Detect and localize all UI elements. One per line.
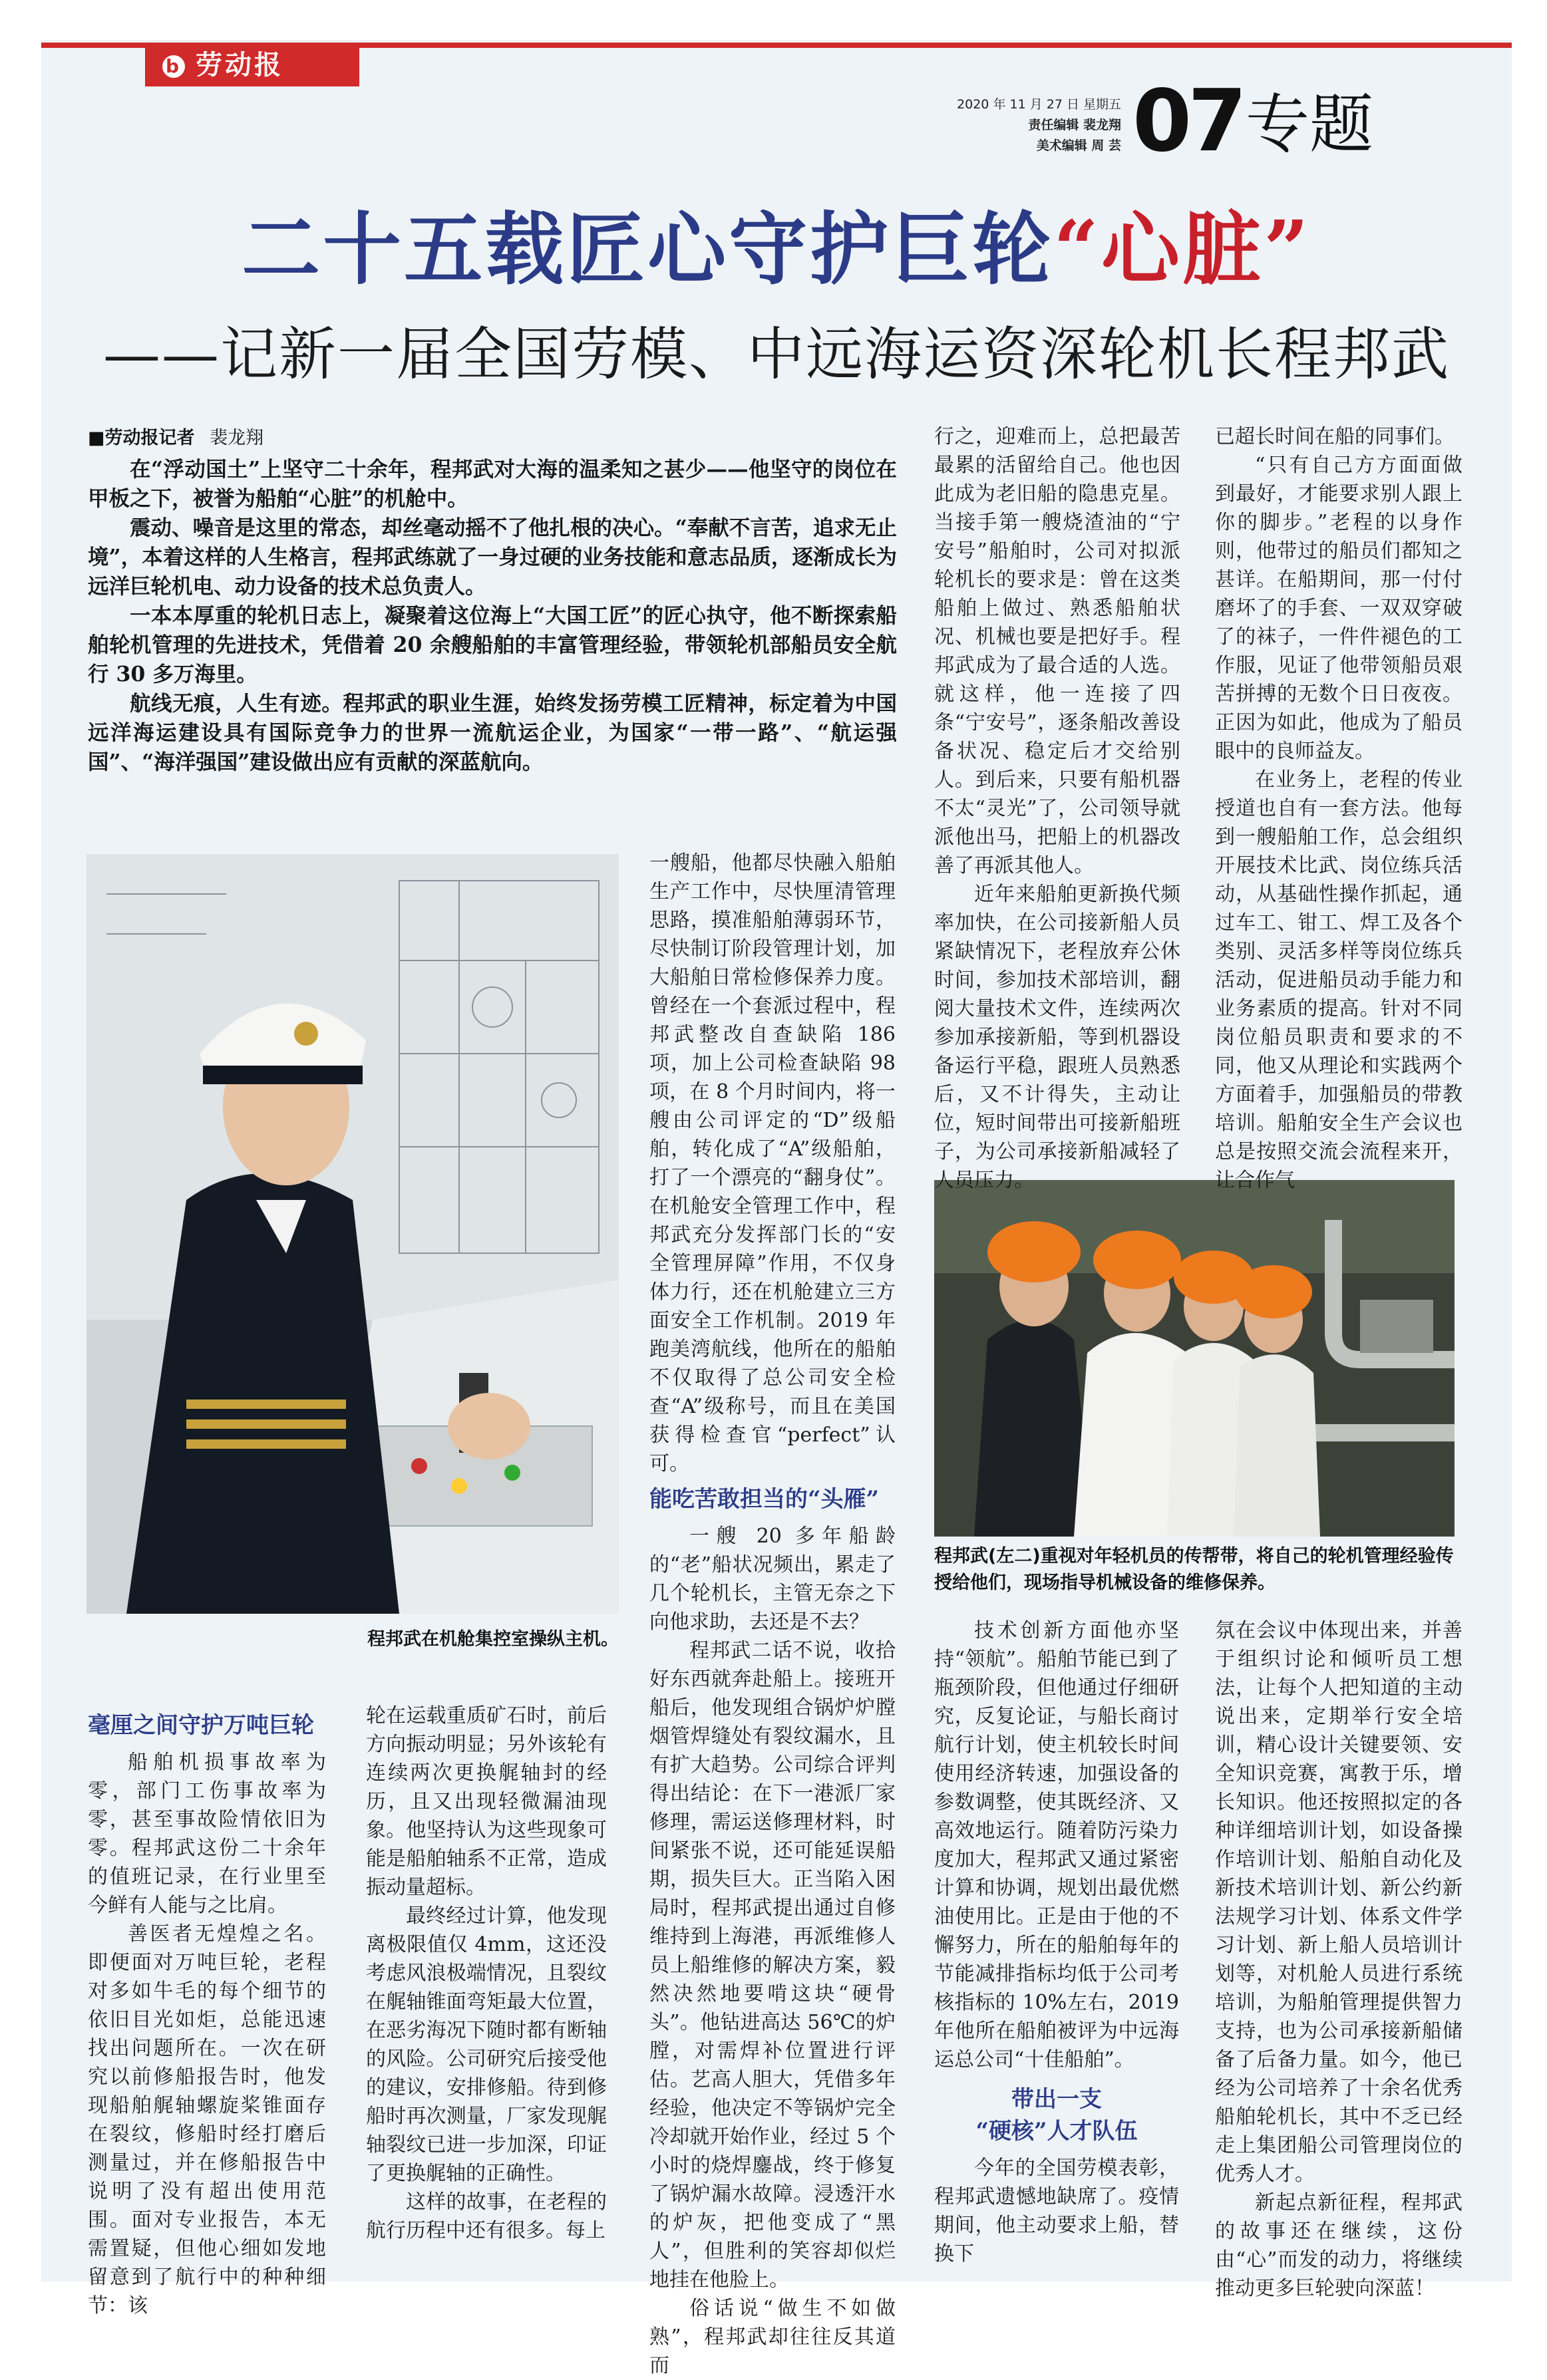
body-paragraph: 新起点新征程，程邦武的故事还在继续，这份由“心”而发的动力，将继续推动更多巨轮驶向深蓝！	[1215, 2191, 1462, 2300]
photo-illustration	[86, 854, 619, 1614]
body-paragraph: 程邦武二话不说，收拾好东西就奔赴船上。接班开船后，他发现组合锅炉炉膛烟管焊缝处有裂纹漏水，且有扩大趋势。公司综合评判得出结论：在下一港派厂家修理，需运送修理材料，时间紧张不说，还可能延误船期，损失巨大。正当陷入困局时，程邦武提出通过自修维持到上海港，再派维修人员上船维修的解决方案，毅然决然地要啃这块“硬骨头”。他钻进高达 56℃的炉膛，对需焊补位置进行评估。艺高人胆大，凭借多年经验，他决定不等锅炉完全冷却就开始作业，经过 5 个小时的烧焊鏖战，终于修复了锅炉漏水故障。浸透汗水的炉灰，把他变成了“黑人”，但胜利的笑容却似烂地挂在他脸上。	[649, 1639, 896, 2292]
body-paragraph: 这样的故事，在老程的航行历程中还有很多。每上	[366, 2190, 607, 2242]
body-paragraph: 氛在会议中体现出来，并善于组织讨论和倾听员工想法，让每个人把知道的主动说出来，定期举行安全培训，精心设计关键要领、安全知识竞赛，寓教于乐，增长知识。他还按照拟定的各种详细培训计划，如设备操作培训计划、船舶自动化及新技术培训计划、新公约新法规学习计划、体系文件学习计划、新上船人员培训计划等，对机舱人员进行系统培训，为船舶管理提供智力支持，也为公司承接新船储备了后备力量。如今，他已经为公司培养了十余名优秀船舶轮机长，其中不乏已经走上集团船公司管理岗位的优秀人才。	[1215, 1619, 1462, 2186]
newspaper-logo	[145, 44, 359, 86]
page-number: 07	[1132, 72, 1244, 171]
logo-text: 劳动报	[196, 50, 283, 80]
photo-caption-2: 程邦武(左二)重视对年轻机员的传帮带，将自己的轮机管理经验传授给他们，现场指导机械设备的维修保养。	[934, 1546, 1454, 1593]
lead-paragraph: 航线无痕，人生有迹。程邦武的职业生涯，始终发扬劳模工匠精神，标定着为中国远洋海运建设具有国际竞争力的世界一流航运企业，为国家“一带一路”、“航运强国”、“海洋强国”建设做出应有贡献的深蓝航向。	[88, 691, 897, 774]
body-paragraph: 俗话说“做生不如做熟”，程邦武却往往反其道而	[649, 2297, 896, 2377]
section-heading-3-line-2: “硬核”人才队伍	[975, 2118, 1138, 2145]
section-heading-1: 毫厘之间守护万吨巨轮	[88, 1712, 314, 1739]
article-column-4-top	[934, 422, 1180, 1192]
lead-paragraph: 在“浮动国土”上坚守二十余年，程邦武对大海的温柔知之甚少——他坚守的岗位在甲板之下，被誉为船舶“心脏”的机舱中。	[88, 457, 897, 511]
body-paragraph: 轮在运载重质矿石时，前后方向振动明显；另外该轮有连续两次更换艉轴封的经历，且又出现轻微漏油现象。他坚持认为这些现象可能是船舶轴系不正常，造成振动量超标。	[366, 1704, 607, 1899]
section-heading-3-line-1: 带出一支	[1011, 2086, 1102, 2113]
article-column-1	[88, 1704, 326, 2317]
article-column-4-bottom	[934, 1616, 1179, 2266]
responsible-editor: 责任编辑 裴龙翔	[1028, 118, 1121, 132]
section-name: 专题	[1246, 87, 1373, 162]
photo-engine-control-room	[86, 854, 619, 1614]
photo-caption-1: 程邦武在机舱集控室操纵主机。	[367, 1629, 619, 1650]
article-column-2	[366, 1702, 607, 2242]
article-column-3	[649, 849, 896, 2377]
byline	[88, 423, 263, 449]
body-paragraph: 船舶机损事故率为零，部门工伤事故率为零，甚至事故险情依旧为零。程邦武这份二十余年的值班记录，在行业里至今鲜有人能与之比肩。	[88, 1751, 326, 1917]
lead-paragraph: 一本本厚重的轮机日志上，凝聚着这位海上“大国工匠”的匠心执守，他不断探索船舶轮机管理的先进技术，凭借着 20 余艘船舶的丰富管理经验，带领轮机部船员安全航行 30 多万海里。	[88, 603, 897, 686]
body-paragraph: 技术创新方面他亦坚持“领航”。船舶节能已到了瓶颈阶段，但他通过仔细研究，反复论证，与船长商讨航行计划，使主机较长时间使用经济转速，加强设备的参数调整，使其既经济、又高效地运行。随着防污染力度加大，程邦武又通过紧密计算和协调，规划出最优燃油使用比。正是由于他的不懈努力，所在的船舶每年的节能减排指标均低于公司考核指标的 10%左右，2019 年他所在船舶被评为中远海运总公司“十佳船舶”。	[934, 1619, 1179, 2071]
body-paragraph: 行之，迎难而上，总把最苦最累的活留给自己。他也因此成为老旧船的隐患克星。当接手第一艘烧渣油的“宁安号”船舶时，公司对拟派轮机长的要求是：曾在这类船舶上做过、熟悉船舶状况、机械也要是把好手。程邦武成为了最合适的人选。就这样，他一连接了四条“宁安号”，逐条船改善设备状况、稳定后才交给别人。到后来，只要有船机器不太“灵光”了，公司领导就派他出马，把船上的机器改善了再派其他人。	[934, 425, 1180, 877]
byline-name: 裴龙翔	[210, 428, 264, 448]
dateline	[925, 94, 1121, 156]
photo-illustration	[934, 1180, 1455, 1537]
photo-workshop-training	[934, 1180, 1455, 1537]
byline-label: ■劳动报记者	[88, 428, 195, 448]
body-paragraph: “只有自己方方面面做到最好，才能要求别人跟上你的脚步。”老程的以身作则，他带过的船员们都知之甚详。在船期间，那一付付磨坏了的手套、一双双穿破了的袜子，一件件褪色的工作服，见证了他带领船员艰苦拼搏的无数个日日夜夜。正因为如此，他成为了船员眼中的良师益友。	[1215, 454, 1462, 763]
body-paragraph: 善医者无煌煌之名。即便面对万吨巨轮，老程对多如牛毛的每个细节的依旧目光如炬，总能迅速找出问题所在。一次在研究以前修船报告时，他发现船舶艉轴螺旋桨锥面存在裂纹，修船时经打磨后测量过，并在修船报告中说明了没有超出使用范围。面对专业报告，本无需置疑，但他心细如发地留意到了航行中的种种细节：该	[88, 1922, 326, 2317]
body-paragraph: 近年来船舶更新换代频率加快，在公司接新船人员紧缺情况下，老程放弃公休时间，参加技术部培训，翻阅大量技术文件，连续两次参加承接新船，等到机器设备运行平稳，跟班人员熟悉后，又不计得失，主动让位，短时间带出可接新船班子，为公司承接新船减轻了人员压力。	[934, 883, 1180, 1192]
body-paragraph: 已超长时间在船的同事们。	[1215, 425, 1455, 448]
headline-highlight: “心脏”	[1053, 203, 1311, 295]
body-paragraph: 在业务上，老程的传业授道也自有一套方法。他每到一艘船舶工作，总会组织开展技术比武、岗位练兵活动，从基础性操作抓起，通过车工、钳工、焊工及各个类别、灵活多样等岗位练兵活动，促进船员动手能力和业务素质的提高。针对不同岗位船员职责和要求的不同，他又从理论和实践两个方面着手，加强船员的带教培训。船舶安全生产会议也总是按照交流会流程来开，让合作气	[1215, 768, 1462, 1192]
body-paragraph: 今年的全国劳模表彰，程邦武遗憾地缺席了。疫情期间，他主动要求上船，替换下	[934, 2157, 1179, 2266]
article-column-5-top	[1215, 422, 1462, 1192]
body-paragraph: 一艘船，他都尽快融入船舶生产工作中，尽快厘清管理思路，摸准船舶薄弱环节，尽快制订阶段管理计划，加大船舶日常检修保养力度。曾经在一个套派过程中，程邦武整改自查缺陷 186 项，加上公司检查缺陷 98 项，在 8 个月时间内，将一艘由公司评定的“D”级船舶，转化成了“A”级船舶，打了一个漂亮的“翻身仗”。在机舱安全管理工作中，程邦武充分发挥部门长的“安全管理屏障”作用，不仅身体力行，还在机舱建立三方面安全工作机制。2019 年跑美湾航线，他所在的船舶不仅取得了总公司安全检查“A”级称号，而且在美国获得检查官“perfect”认可。	[649, 851, 896, 1475]
lead-paragraph: 震动、噪音是这里的常态，却丝毫动摇不了他扎根的决心。“奉献不言苦，追求无止境”，本着这样的人生格言，程邦武练就了一身过硬的业务技能和意志品质，逐渐成长为远洋巨轮机电、动力设备的技术总负责人。	[88, 516, 897, 599]
subheadline: ——记新一届全国劳模、中远海运资深轮机长程邦武	[103, 321, 1450, 388]
article-column-5-bottom	[1215, 1616, 1462, 2300]
issue-date: 2020 年 11 月 27 日 星期五	[957, 97, 1121, 112]
section-heading-3	[934, 2083, 1179, 2147]
body-paragraph: 最终经过计算，他发现离极限值仅 4mm，这还没考虑风浪极端情况，且裂纹在艉轴锥面弯矩最大位置，在恶劣海况下随时都有断轴的风险。公司研究后接受他的建议，安排修船。待到修船时再次测量，厂家发现艉轴裂纹已进一步加深，印证了更换艉轴的正确性。	[366, 1904, 607, 2185]
headline	[41, 200, 1512, 299]
body-paragraph: 一艘 20 多年船龄的“老”船状况频出，累走了几个轮机长，主管无奈之下向他求助，去还是不去？	[649, 1525, 896, 1634]
logo-icon: b	[162, 55, 185, 78]
lead-paragraphs	[88, 455, 897, 777]
section-heading-2: 能吃苦敢担当的“头雁”	[649, 1486, 880, 1513]
headline-main: 二十五载匠心守护巨轮	[242, 203, 1054, 295]
art-editor: 美术编辑 周 芸	[1036, 138, 1121, 153]
